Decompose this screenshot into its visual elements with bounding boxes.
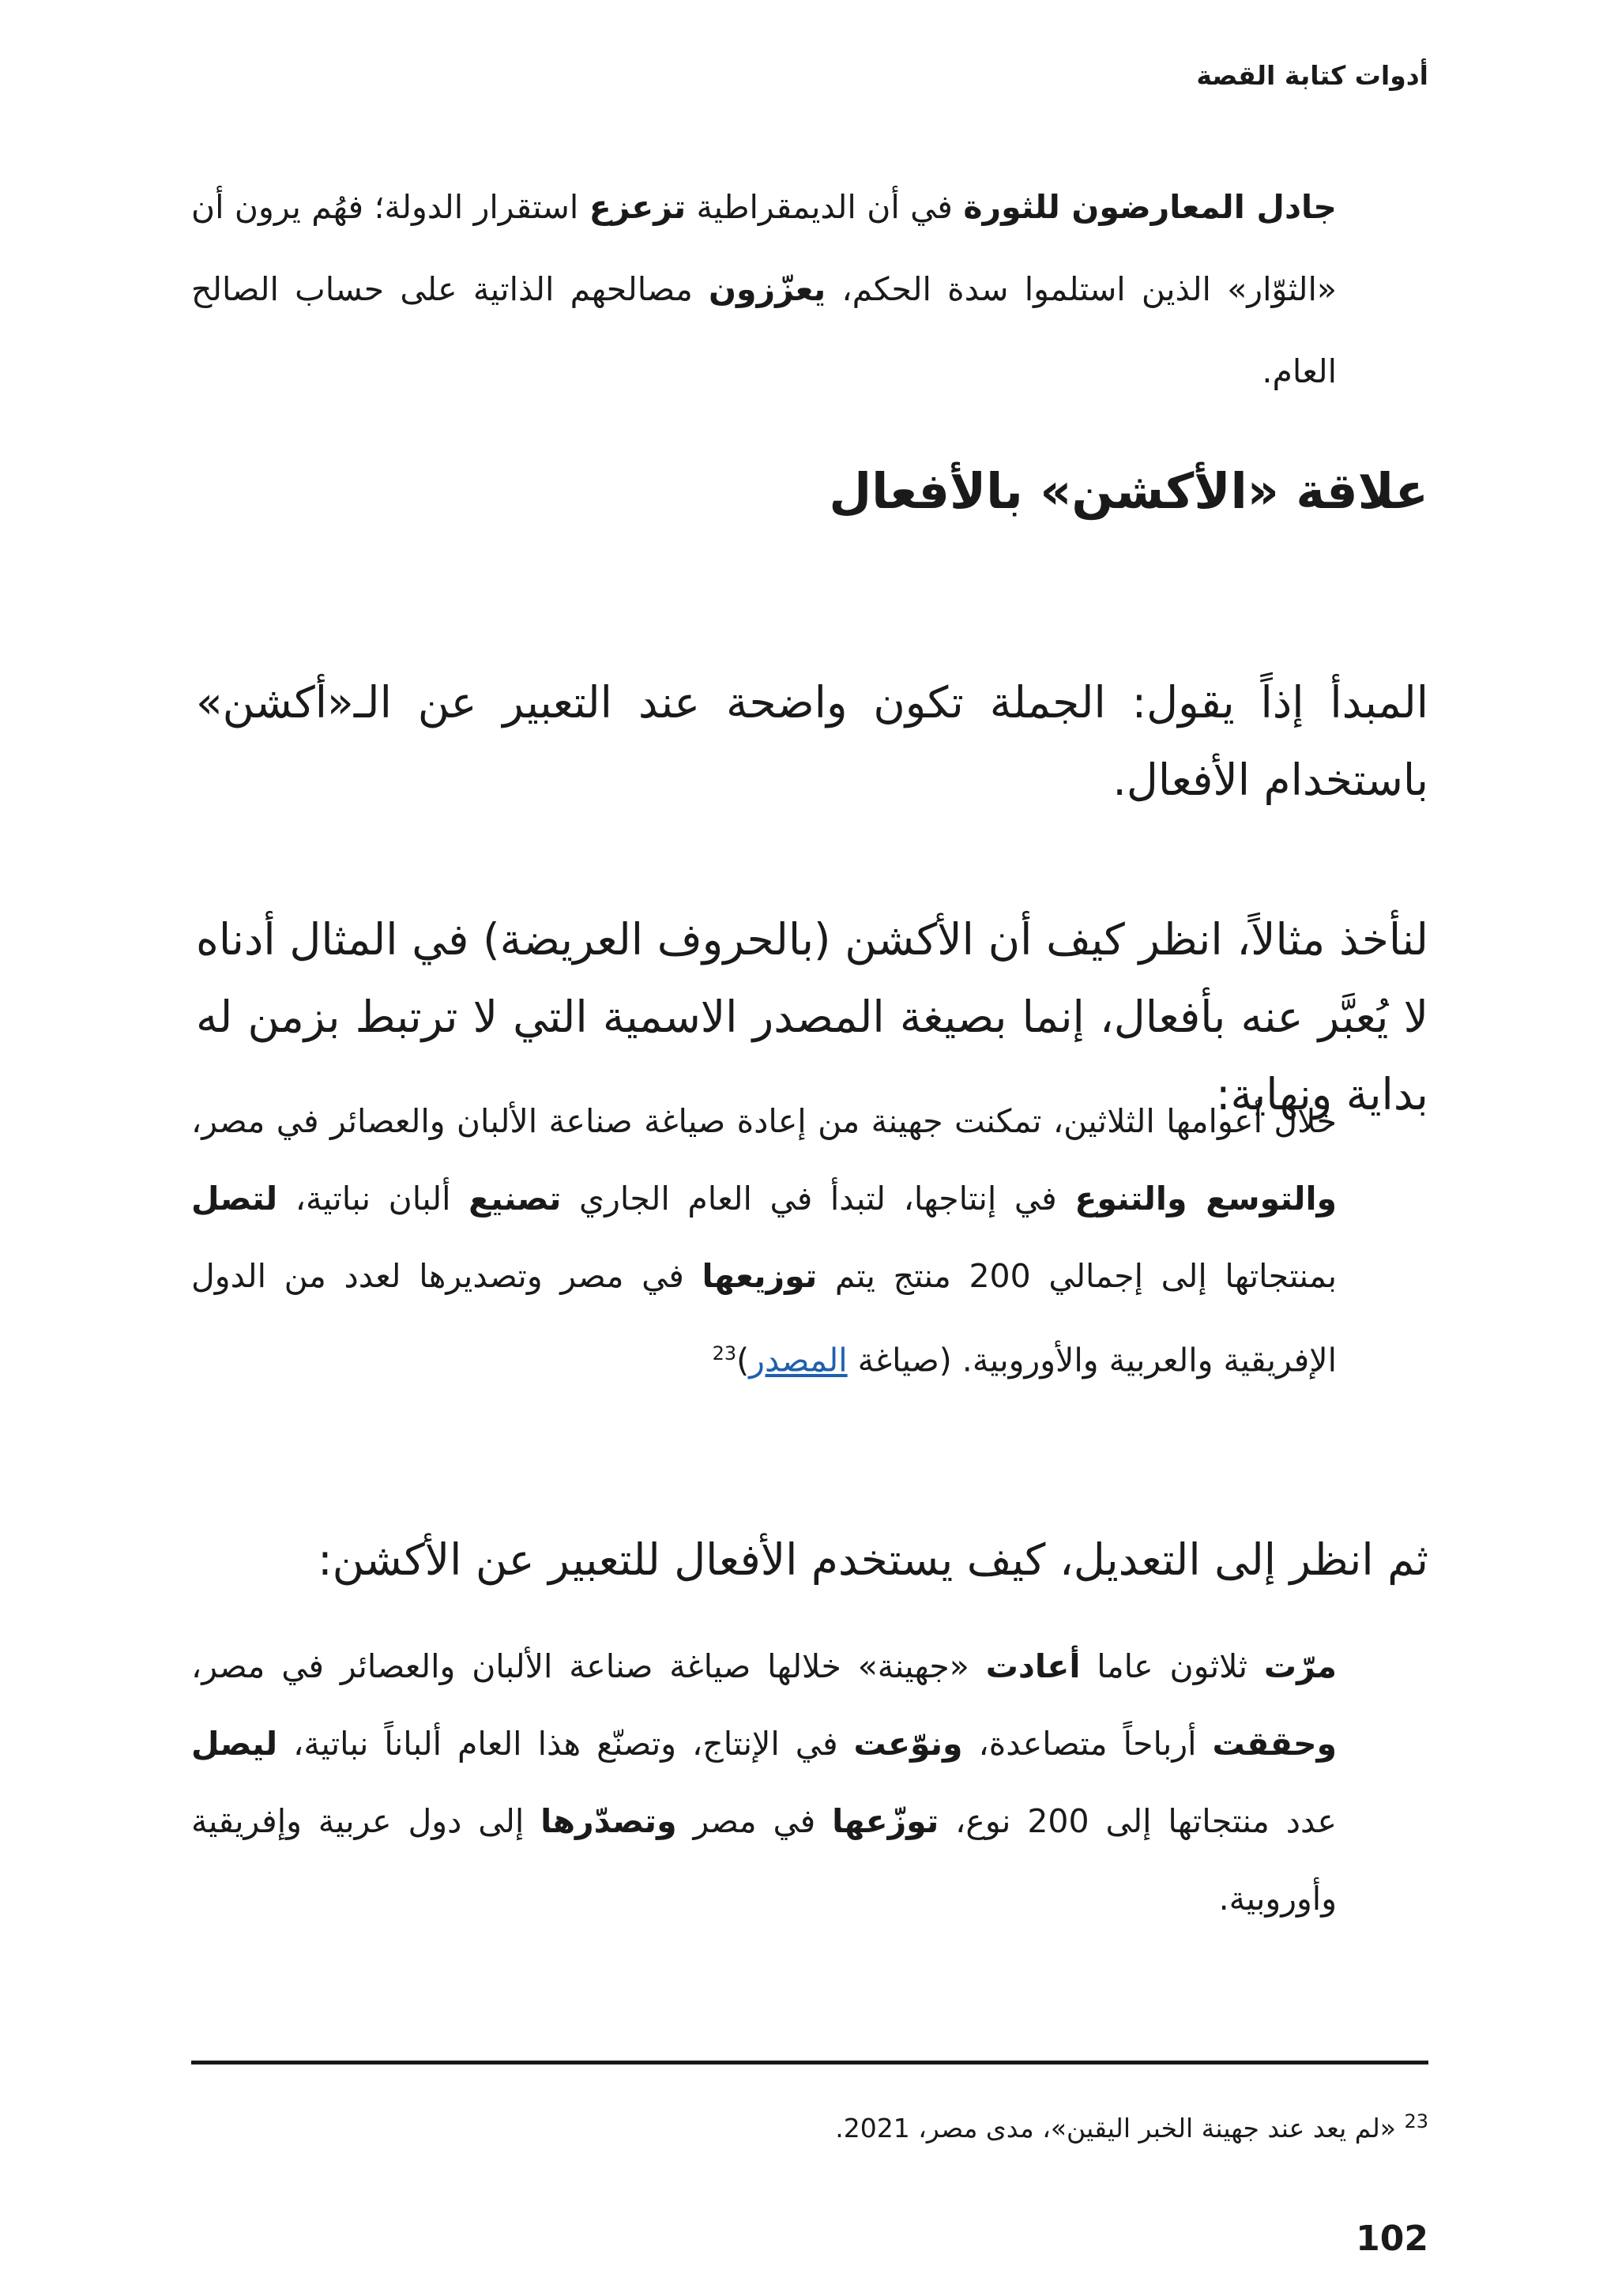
bold-verb: أعادت xyxy=(985,1647,1081,1685)
body-paragraph-1: المبدأ إذاً يقول: الجملة تكون واضحة عند التعبير عن الـ«أكشن» باستخدام الأفعال. xyxy=(196,677,1428,805)
example-quote-1: جادل المعارضون للثورة في أن الديمقراطية تزعزع استقرار الدولة؛ فهُم يرون أن «الثوّار» الذين استلموا سدة الحكم، يعزّزون مصالحهم الذاتية على حساب الصالح العام. xyxy=(191,188,1337,390)
bold-noun: تصنيع xyxy=(468,1180,562,1218)
bold-noun: والتوسع والتنوع xyxy=(1074,1180,1337,1218)
bold-verb: ونوّعت xyxy=(853,1725,963,1763)
running-head: أدوات كتابة القصة xyxy=(1196,60,1428,91)
bold-verb: تزعزع xyxy=(589,188,687,226)
bold-verb: وتصدّرها xyxy=(540,1802,677,1840)
footnote-reference[interactable]: 23 xyxy=(712,1342,737,1364)
body-paragraph-2: لنأخذ مثالاً، انظر كيف أن الأكشن (بالحروف العريضة) في المثال أدناه لا يُعبَّر عنه بأفعال، إنما بصيغة المصدر الاسمية التي لا ترتبط بزمن له بداية ونهاية: xyxy=(196,914,1428,1120)
page-number: 102 xyxy=(1356,2219,1428,2259)
bold-phrase: جادل المعارضون للثورة xyxy=(963,188,1337,226)
example-quote-2: خلال أعوامها الثلاثين، تمكنت جهينة من إعادة صياغة صناعة الألبان والعصائر في مصر، والتوسع والتنوع في إنتاجها، لتبدأ في العام الجاري تصنيع ألبان نباتية، لتصل بمنتجاتها إلى إجمالي 200 منتج يتم توزيعها في مصر وتصديرها لعدد من الدول الإفريقية والعربية والأوروبية. (صياغة المصدر)$^{23}$ xyxy=(191,1102,1337,1379)
bold-noun: توزيعها xyxy=(702,1257,818,1295)
example-quote-3: مرّت ثلاثون عاما أعادت «جهينة» خلالها صياغة صناعة الألبان والعصائر في مصر، وحققت أرباحاً متصاعدة، ونوّعت في الإنتاج، وتصنّع هذا العام ألباناً نباتية، ليصل عدد منتجاتها إلى 200 نوع، توزّعها في مصر وتصدّرها إلى دول عربية وإفريقية وأوروبية. xyxy=(191,1647,1337,1918)
bold-verb: مرّت xyxy=(1263,1647,1337,1685)
bold-verb: يعزّزون xyxy=(709,270,826,308)
bold-verb: ليصل xyxy=(191,1725,278,1763)
footnote-text: «لم يعد عند جهينة الخبر اليقين»، مدى مصر، 2021. xyxy=(835,2113,1405,2144)
bold-verb: وحققت xyxy=(1212,1725,1337,1763)
body-paragraph-3: ثم انظر إلى التعديل، كيف يستخدم الأفعال للتعبير عن الأكشن: xyxy=(318,1534,1428,1585)
footnote xyxy=(835,2102,1428,2148)
section-heading: علاقة «الأكشن» بالأفعال xyxy=(829,462,1428,520)
bold-verb: توزّعها xyxy=(832,1802,939,1840)
source-link[interactable]: المصدر xyxy=(749,1341,848,1379)
footnote-divider xyxy=(191,2061,1428,2065)
footnote-number: 23 xyxy=(1404,2110,1428,2132)
bold-noun: لتصل xyxy=(191,1180,278,1218)
